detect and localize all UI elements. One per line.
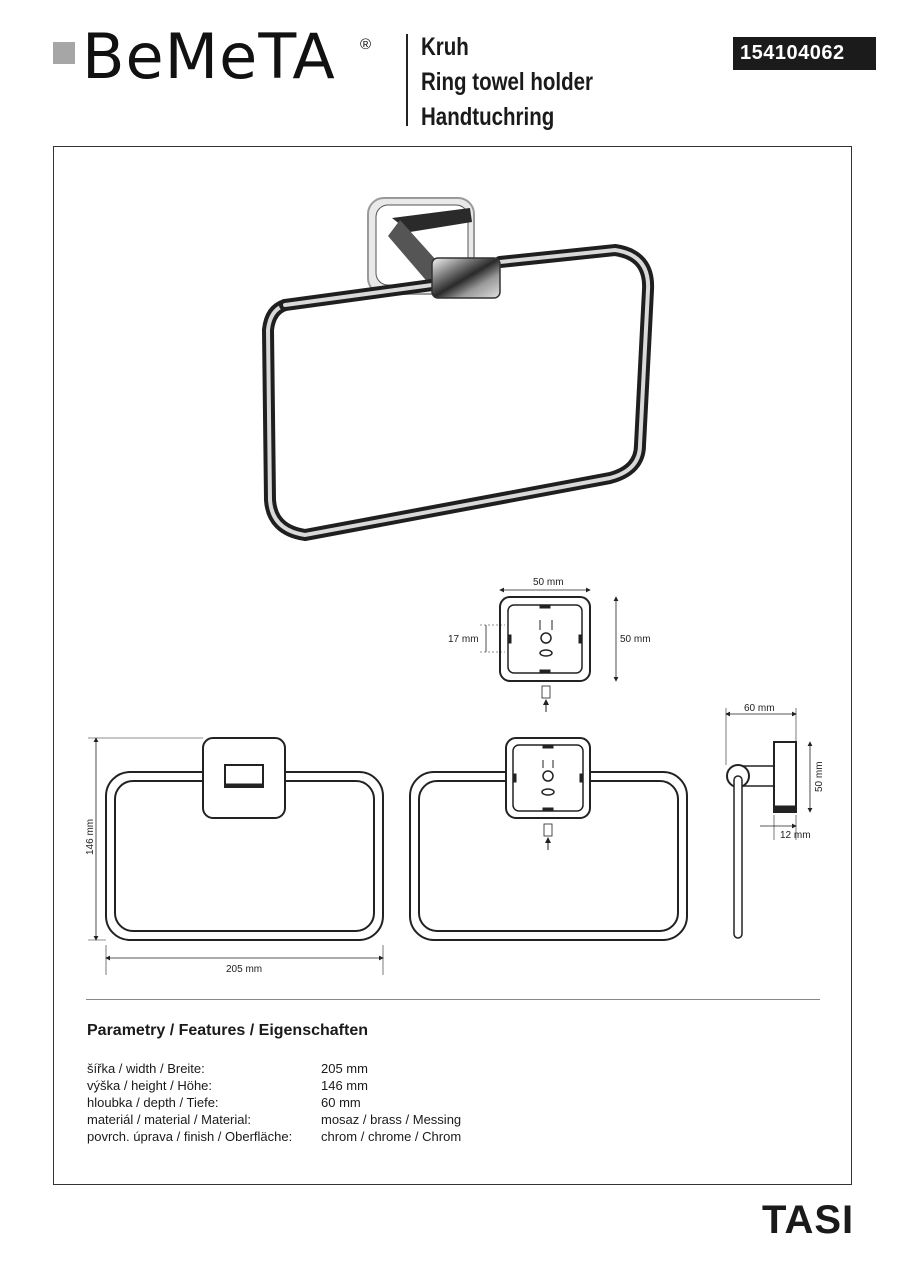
top-view-drawing xyxy=(480,590,616,712)
dim-top-offset: 17 mm xyxy=(448,634,479,645)
spec-label: šířka / width / Breite: xyxy=(87,1061,205,1076)
spec-value: 205 mm xyxy=(321,1061,368,1076)
registered-mark: ® xyxy=(360,36,372,53)
spec-value: 146 mm xyxy=(321,1078,368,1093)
spec-value: 60 mm xyxy=(321,1095,361,1110)
spec-label: povrch. úprava / finish / Oberfläche: xyxy=(87,1129,293,1144)
dim-side-depth: 60 mm xyxy=(744,703,775,714)
spec-label: hloubka / depth / Tiefe: xyxy=(87,1095,219,1110)
product-code-badge: 154104062 xyxy=(733,37,876,70)
spec-value: mosaz / brass / Messing xyxy=(321,1112,462,1127)
specs-heading: Parametry / Features / Eigenschaften xyxy=(87,1022,368,1039)
series-name: TASI xyxy=(762,1198,855,1242)
dim-top-width: 50 mm xyxy=(533,577,564,588)
spec-value: chrom / chrome / Chrom xyxy=(321,1129,462,1144)
dim-side-thickness: 12 mm xyxy=(780,830,811,841)
title-en: Ring towel holder xyxy=(421,68,593,96)
side-view-drawing xyxy=(726,708,810,938)
spec-label: výška / height / Höhe: xyxy=(87,1078,213,1093)
section-divider xyxy=(86,999,820,1000)
title-de: Handtuchring xyxy=(421,103,555,131)
dim-front-width: 205 mm xyxy=(226,964,263,975)
front-view-drawing xyxy=(88,738,383,975)
spec-label: materiál / material / Material: xyxy=(87,1112,251,1127)
dim-side-height: 50 mm xyxy=(814,761,825,792)
title-cz: Kruh xyxy=(421,33,469,61)
rear-view-drawing xyxy=(410,738,687,940)
dim-top-height: 50 mm xyxy=(620,634,651,645)
brand-logo: BeMeTA xyxy=(82,20,336,93)
product-photo xyxy=(268,198,648,535)
dim-front-height: 146 mm xyxy=(85,818,96,855)
